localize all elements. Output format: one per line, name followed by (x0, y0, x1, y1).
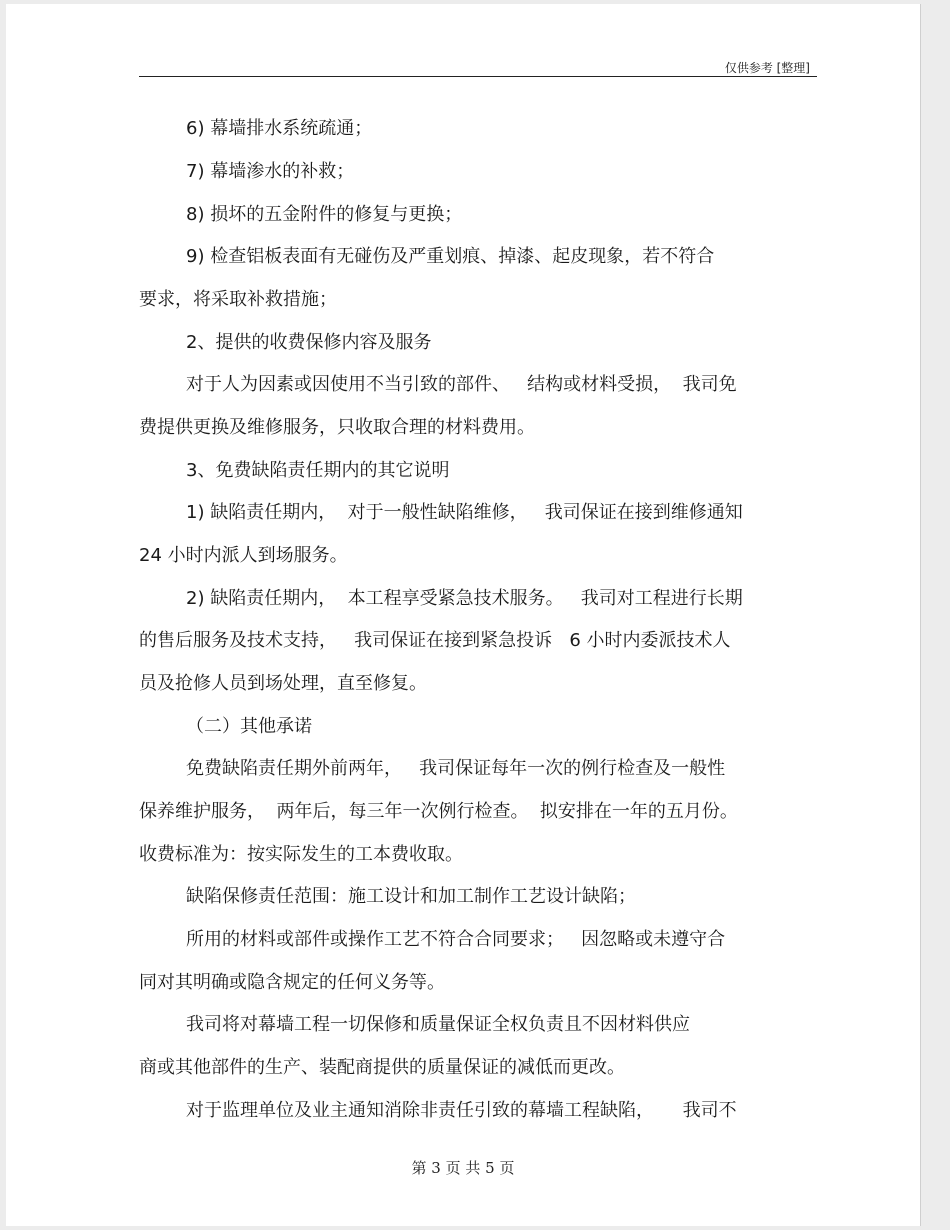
text-line: 的售后服务及技术支持， 我司保证在接到紧急投诉 6 小时内委派技术人 (139, 630, 731, 651)
text-line: 1) 缺陷责任期内， 对于一般性缺陷维修， 我司保证在接到维修通知 (186, 502, 743, 523)
text-line: 免费缺陷责任期外前两年， 我司保证每年一次的例行检查及一般性 (186, 758, 726, 779)
text-line: 7) 幕墙渗水的补救； (186, 161, 355, 182)
text-line: 对于监理单位及业主通知消除非责任引致的幕墙工程缺陷， 我司不 (186, 1100, 737, 1121)
text-line: 所用的材料或部件或操作工艺不符合合同要求； 因忽略或未遵守合 (186, 929, 726, 950)
text-line: 同对其明确或隐含规定的任何义务等。 (139, 972, 445, 993)
text-line: 员及抢修人员到场处理，直至修复。 (139, 673, 427, 694)
text-line: 我司将对幕墙工程一切保修和质量保证全权负责且不因材料供应 (186, 1014, 690, 1035)
text-line: 费提供更换及维修服务，只收取合理的材料费用。 (139, 417, 535, 438)
text-line: 2) 缺陷责任期内， 本工程享受紧急技术服务。 我司对工程进行长期 (186, 588, 743, 609)
text-line: 9) 检查铝板表面有无碰伤及严重划痕、掉漆、起皮现象，若不符合 (186, 246, 715, 267)
text-line: 收费标准为：按实际发生的工本费收取。 (139, 844, 463, 865)
text-line: 缺陷保修责任范围：施工设计和加工制作工艺设计缺陷； (186, 886, 636, 907)
text-line: 保养维护服务， 两年后，每三年一次例行检查。 拟安排在一年的五月份。 (139, 801, 738, 822)
text-line: 2、提供的收费保修内容及服务 (186, 332, 432, 353)
page-number: 第 3 页 共 5 页 (411, 1159, 515, 1177)
text-line: 6) 幕墙排水系统疏通； (186, 118, 373, 139)
text-line: 8) 损坏的五金附件的修复与更换； (186, 204, 463, 225)
header-rule (139, 76, 817, 77)
text-line: 商或其他部件的生产、装配商提供的质量保证的减低而更改。 (139, 1057, 625, 1078)
text-line: 3、免费缺陷责任期内的其它说明 (186, 460, 450, 481)
document-page (6, 4, 921, 1226)
text-line: 对于人为因素或因使用不当引致的部件、 结构或材料受损， 我司免 (186, 374, 737, 395)
header-note: 仅供参考 [整理] (724, 61, 810, 75)
text-line: 24 小时内派人到场服务。 (139, 545, 348, 566)
text-line: 要求，将采取补救措施； (139, 289, 337, 310)
text-line: （二）其他承诺 (186, 716, 312, 737)
